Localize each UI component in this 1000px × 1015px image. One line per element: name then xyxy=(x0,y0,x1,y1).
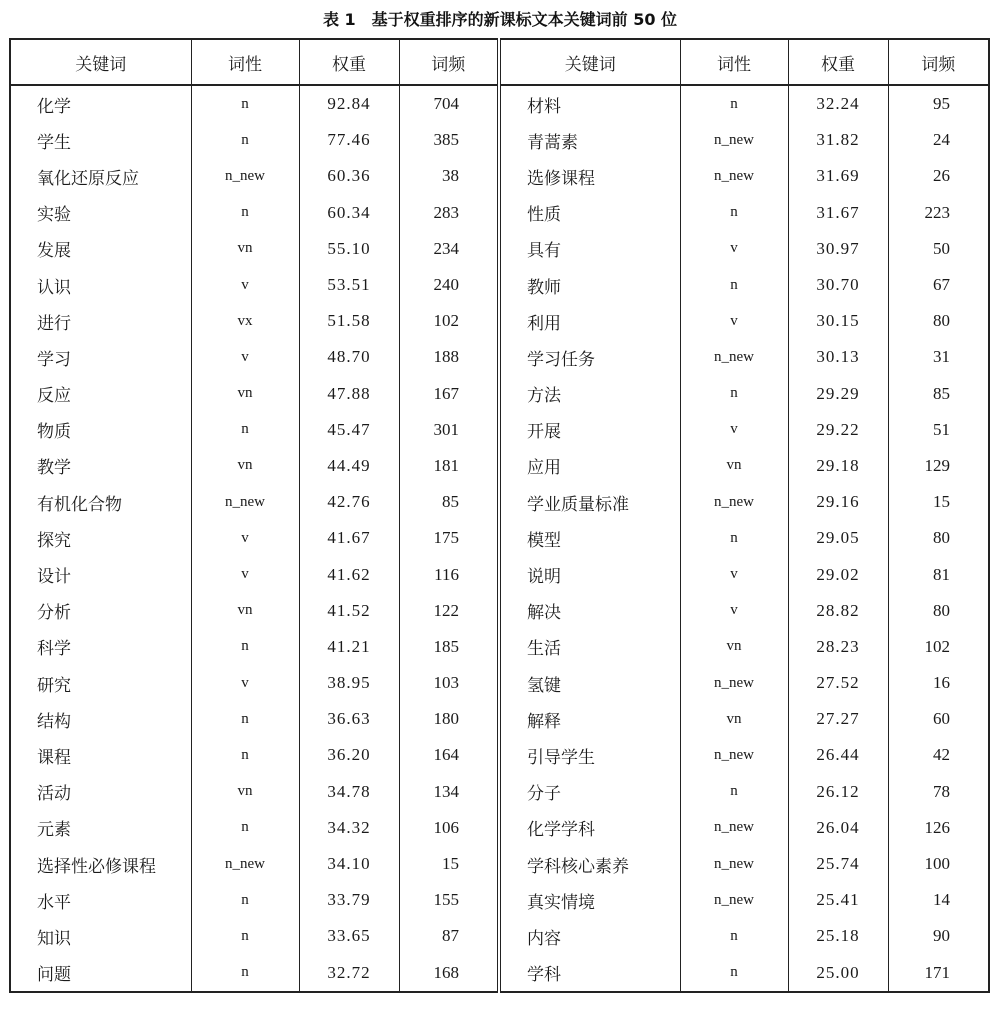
weight-cell-left: 36.20 xyxy=(299,737,399,773)
weight-cell-left: 53.51 xyxy=(299,267,399,303)
pos-cell-left: n xyxy=(191,629,299,665)
freq-cell-left: 103 xyxy=(399,665,499,701)
weight-cell-left: 34.10 xyxy=(299,846,399,882)
keyword-cell-left: 知识 xyxy=(10,918,191,954)
header-pos-right: 词性 xyxy=(680,39,788,85)
table-row xyxy=(10,846,989,882)
keyword-cell-left: 氧化还原反应 xyxy=(10,158,191,194)
freq-cell-left: 301 xyxy=(399,412,499,448)
weight-cell-left: 36.63 xyxy=(299,701,399,737)
weight-cell-left: 55.10 xyxy=(299,231,399,267)
pos-cell-left: n xyxy=(191,918,299,954)
weight-cell-left: 32.72 xyxy=(299,955,399,992)
keyword-cell-right: 具有 xyxy=(499,231,680,267)
pos-cell-right: v xyxy=(680,231,788,267)
table-row xyxy=(10,593,989,629)
pos-cell-right: n_new xyxy=(680,122,788,158)
keyword-cell-left: 设计 xyxy=(10,556,191,592)
table-row xyxy=(10,267,989,303)
header-row xyxy=(10,39,989,85)
table-row xyxy=(10,231,989,267)
pos-cell-left: vn xyxy=(191,448,299,484)
weight-cell-right: 29.18 xyxy=(788,448,888,484)
keyword-cell-left: 活动 xyxy=(10,774,191,810)
freq-cell-left: 106 xyxy=(399,810,499,846)
freq-cell-left: 385 xyxy=(399,122,499,158)
freq-cell-left: 122 xyxy=(399,593,499,629)
keyword-cell-left: 探究 xyxy=(10,520,191,556)
weight-cell-right: 30.97 xyxy=(788,231,888,267)
pos-cell-right: vn xyxy=(680,629,788,665)
header-weight-left: 权重 xyxy=(299,39,399,85)
freq-cell-right: 81 xyxy=(888,556,989,592)
weight-cell-left: 77.46 xyxy=(299,122,399,158)
freq-cell-left: 180 xyxy=(399,701,499,737)
freq-cell-left: 134 xyxy=(399,774,499,810)
keyword-cell-left: 研究 xyxy=(10,665,191,701)
freq-cell-left: 240 xyxy=(399,267,499,303)
weight-cell-right: 27.52 xyxy=(788,665,888,701)
keyword-cell-left: 课程 xyxy=(10,737,191,773)
keyword-cell-left: 选择性必修课程 xyxy=(10,846,191,882)
freq-cell-right: 42 xyxy=(888,737,989,773)
weight-cell-left: 47.88 xyxy=(299,376,399,412)
keyword-cell-left: 实验 xyxy=(10,195,191,231)
weight-cell-left: 42.76 xyxy=(299,484,399,520)
pos-cell-right: n xyxy=(680,267,788,303)
keyword-cell-right: 学科 xyxy=(499,955,680,992)
freq-cell-left: 15 xyxy=(399,846,499,882)
weight-cell-right: 25.00 xyxy=(788,955,888,992)
pos-cell-left: n_new xyxy=(191,158,299,194)
keyword-cell-left: 分析 xyxy=(10,593,191,629)
freq-cell-left: 87 xyxy=(399,918,499,954)
table-row xyxy=(10,556,989,592)
keyword-cell-right: 选修课程 xyxy=(499,158,680,194)
table-row xyxy=(10,629,989,665)
table-row xyxy=(10,810,989,846)
pos-cell-right: n_new xyxy=(680,484,788,520)
keyword-table xyxy=(9,38,990,993)
pos-cell-left: vn xyxy=(191,593,299,629)
header-freq-left: 词频 xyxy=(399,39,499,85)
pos-cell-left: v xyxy=(191,520,299,556)
freq-cell-left: 102 xyxy=(399,303,499,339)
keyword-cell-left: 认识 xyxy=(10,267,191,303)
weight-cell-right: 29.22 xyxy=(788,412,888,448)
freq-cell-right: 171 xyxy=(888,955,989,992)
freq-cell-left: 167 xyxy=(399,376,499,412)
freq-cell-right: 95 xyxy=(888,85,989,122)
pos-cell-left: vx xyxy=(191,303,299,339)
freq-cell-right: 80 xyxy=(888,593,989,629)
freq-cell-left: 164 xyxy=(399,737,499,773)
weight-cell-left: 34.78 xyxy=(299,774,399,810)
pos-cell-right: v xyxy=(680,593,788,629)
pos-cell-right: n_new xyxy=(680,882,788,918)
pos-cell-right: vn xyxy=(680,701,788,737)
weight-cell-left: 51.58 xyxy=(299,303,399,339)
keyword-cell-right: 应用 xyxy=(499,448,680,484)
freq-cell-left: 38 xyxy=(399,158,499,194)
freq-cell-right: 223 xyxy=(888,195,989,231)
weight-cell-right: 25.18 xyxy=(788,918,888,954)
keyword-cell-right: 开展 xyxy=(499,412,680,448)
pos-cell-right: n xyxy=(680,85,788,122)
table-row xyxy=(10,701,989,737)
keyword-cell-right: 教师 xyxy=(499,267,680,303)
keyword-cell-right: 生活 xyxy=(499,629,680,665)
pos-cell-left: v xyxy=(191,556,299,592)
weight-cell-right: 29.16 xyxy=(788,484,888,520)
weight-cell-left: 48.70 xyxy=(299,339,399,375)
weight-cell-left: 44.49 xyxy=(299,448,399,484)
table-row xyxy=(10,448,989,484)
pos-cell-right: n xyxy=(680,520,788,556)
freq-cell-right: 15 xyxy=(888,484,989,520)
pos-cell-left: vn xyxy=(191,231,299,267)
freq-cell-left: 155 xyxy=(399,882,499,918)
pos-cell-left: n xyxy=(191,85,299,122)
freq-cell-right: 78 xyxy=(888,774,989,810)
keyword-cell-right: 利用 xyxy=(499,303,680,339)
freq-cell-right: 85 xyxy=(888,376,989,412)
weight-cell-left: 33.65 xyxy=(299,918,399,954)
keyword-cell-right: 解决 xyxy=(499,593,680,629)
keyword-cell-right: 材料 xyxy=(499,85,680,122)
freq-cell-right: 80 xyxy=(888,520,989,556)
keyword-cell-right: 性质 xyxy=(499,195,680,231)
pos-cell-right: n xyxy=(680,955,788,992)
weight-cell-left: 34.32 xyxy=(299,810,399,846)
weight-cell-left: 41.21 xyxy=(299,629,399,665)
weight-cell-right: 29.29 xyxy=(788,376,888,412)
weight-cell-right: 30.13 xyxy=(788,339,888,375)
keyword-cell-right: 学习任务 xyxy=(499,339,680,375)
table-row xyxy=(10,737,989,773)
pos-cell-left: v xyxy=(191,339,299,375)
freq-cell-right: 24 xyxy=(888,122,989,158)
pos-cell-right: vn xyxy=(680,448,788,484)
table-row xyxy=(10,918,989,954)
freq-cell-right: 26 xyxy=(888,158,989,194)
freq-cell-left: 116 xyxy=(399,556,499,592)
keyword-cell-left: 元素 xyxy=(10,810,191,846)
keyword-cell-left: 问题 xyxy=(10,955,191,992)
table-row xyxy=(10,665,989,701)
pos-cell-left: v xyxy=(191,665,299,701)
keyword-cell-right: 解释 xyxy=(499,701,680,737)
table-row xyxy=(10,774,989,810)
pos-cell-left: n xyxy=(191,701,299,737)
weight-cell-left: 41.67 xyxy=(299,520,399,556)
weight-cell-right: 32.24 xyxy=(788,85,888,122)
table-body xyxy=(10,85,989,992)
table-row xyxy=(10,303,989,339)
freq-cell-right: 14 xyxy=(888,882,989,918)
keyword-cell-right: 方法 xyxy=(499,376,680,412)
header-keyword-right: 关键词 xyxy=(499,39,680,85)
table-row xyxy=(10,955,989,992)
pos-cell-left: n xyxy=(191,195,299,231)
table-row xyxy=(10,339,989,375)
table-row xyxy=(10,85,989,122)
weight-cell-right: 31.67 xyxy=(788,195,888,231)
pos-cell-left: v xyxy=(191,267,299,303)
pos-cell-left: n xyxy=(191,955,299,992)
keyword-cell-left: 有机化合物 xyxy=(10,484,191,520)
pos-cell-right: n xyxy=(680,376,788,412)
freq-cell-left: 283 xyxy=(399,195,499,231)
pos-cell-left: n xyxy=(191,810,299,846)
weight-cell-right: 27.27 xyxy=(788,701,888,737)
pos-cell-right: n_new xyxy=(680,810,788,846)
freq-cell-right: 126 xyxy=(888,810,989,846)
keyword-cell-left: 反应 xyxy=(10,376,191,412)
pos-cell-right: n xyxy=(680,774,788,810)
keyword-cell-right: 说明 xyxy=(499,556,680,592)
pos-cell-left: n xyxy=(191,122,299,158)
freq-cell-right: 67 xyxy=(888,267,989,303)
keyword-cell-right: 学业质量标准 xyxy=(499,484,680,520)
weight-cell-left: 45.47 xyxy=(299,412,399,448)
pos-cell-right: n_new xyxy=(680,665,788,701)
pos-cell-right: n_new xyxy=(680,158,788,194)
pos-cell-right: n xyxy=(680,918,788,954)
pos-cell-left: vn xyxy=(191,376,299,412)
pos-cell-right: n xyxy=(680,195,788,231)
weight-cell-right: 26.44 xyxy=(788,737,888,773)
pos-cell-left: n_new xyxy=(191,846,299,882)
freq-cell-right: 100 xyxy=(888,846,989,882)
weight-cell-left: 60.34 xyxy=(299,195,399,231)
pos-cell-left: n_new xyxy=(191,484,299,520)
weight-cell-right: 28.23 xyxy=(788,629,888,665)
weight-cell-right: 26.12 xyxy=(788,774,888,810)
freq-cell-left: 175 xyxy=(399,520,499,556)
pos-cell-right: n_new xyxy=(680,339,788,375)
keyword-cell-left: 学生 xyxy=(10,122,191,158)
table-row xyxy=(10,376,989,412)
freq-cell-left: 234 xyxy=(399,231,499,267)
weight-cell-left: 60.36 xyxy=(299,158,399,194)
weight-cell-left: 33.79 xyxy=(299,882,399,918)
freq-cell-right: 80 xyxy=(888,303,989,339)
table-row xyxy=(10,122,989,158)
pos-cell-left: vn xyxy=(191,774,299,810)
freq-cell-right: 51 xyxy=(888,412,989,448)
weight-cell-right: 28.82 xyxy=(788,593,888,629)
freq-cell-left: 188 xyxy=(399,339,499,375)
freq-cell-right: 129 xyxy=(888,448,989,484)
keyword-cell-left: 水平 xyxy=(10,882,191,918)
keyword-cell-right: 引导学生 xyxy=(499,737,680,773)
weight-cell-right: 25.41 xyxy=(788,882,888,918)
weight-cell-right: 25.74 xyxy=(788,846,888,882)
freq-cell-left: 85 xyxy=(399,484,499,520)
keyword-cell-right: 分子 xyxy=(499,774,680,810)
pos-cell-left: n xyxy=(191,882,299,918)
keyword-cell-left: 发展 xyxy=(10,231,191,267)
pos-cell-left: n xyxy=(191,737,299,773)
freq-cell-left: 185 xyxy=(399,629,499,665)
weight-cell-right: 29.02 xyxy=(788,556,888,592)
keyword-cell-right: 模型 xyxy=(499,520,680,556)
freq-cell-right: 60 xyxy=(888,701,989,737)
keyword-cell-left: 物质 xyxy=(10,412,191,448)
weight-cell-right: 30.70 xyxy=(788,267,888,303)
table-row xyxy=(10,195,989,231)
keyword-cell-right: 学科核心素养 xyxy=(499,846,680,882)
table-row xyxy=(10,484,989,520)
header-freq-right: 词频 xyxy=(888,39,989,85)
keyword-cell-right: 化学学科 xyxy=(499,810,680,846)
table-caption: 表 1 基于权重排序的新课标文本关键词前 50 位 xyxy=(322,10,678,29)
pos-cell-right: v xyxy=(680,556,788,592)
freq-cell-right: 31 xyxy=(888,339,989,375)
table-row xyxy=(10,520,989,556)
pos-cell-right: v xyxy=(680,412,788,448)
keyword-cell-left: 化学 xyxy=(10,85,191,122)
weight-cell-right: 29.05 xyxy=(788,520,888,556)
header-weight-right: 权重 xyxy=(788,39,888,85)
keyword-cell-right: 青蒿素 xyxy=(499,122,680,158)
keyword-cell-right: 真实情境 xyxy=(499,882,680,918)
keyword-cell-right: 内容 xyxy=(499,918,680,954)
freq-cell-right: 16 xyxy=(888,665,989,701)
pos-cell-right: v xyxy=(680,303,788,339)
weight-cell-left: 38.95 xyxy=(299,665,399,701)
weight-cell-left: 41.52 xyxy=(299,593,399,629)
keyword-cell-left: 教学 xyxy=(10,448,191,484)
weight-cell-left: 41.62 xyxy=(299,556,399,592)
freq-cell-right: 50 xyxy=(888,231,989,267)
weight-cell-right: 30.15 xyxy=(788,303,888,339)
keyword-cell-left: 结构 xyxy=(10,701,191,737)
freq-cell-left: 181 xyxy=(399,448,499,484)
weight-cell-right: 31.69 xyxy=(788,158,888,194)
table-row xyxy=(10,158,989,194)
keyword-cell-left: 进行 xyxy=(10,303,191,339)
weight-cell-left: 92.84 xyxy=(299,85,399,122)
pos-cell-right: n_new xyxy=(680,846,788,882)
pos-cell-left: n xyxy=(191,412,299,448)
keyword-cell-left: 学习 xyxy=(10,339,191,375)
table-row xyxy=(10,412,989,448)
table-row xyxy=(10,882,989,918)
keyword-cell-left: 科学 xyxy=(10,629,191,665)
weight-cell-right: 26.04 xyxy=(788,810,888,846)
freq-cell-left: 168 xyxy=(399,955,499,992)
header-pos-left: 词性 xyxy=(191,39,299,85)
weight-cell-right: 31.82 xyxy=(788,122,888,158)
pos-cell-right: n_new xyxy=(680,737,788,773)
freq-cell-right: 102 xyxy=(888,629,989,665)
freq-cell-left: 704 xyxy=(399,85,499,122)
freq-cell-right: 90 xyxy=(888,918,989,954)
header-keyword-left: 关键词 xyxy=(10,39,191,85)
keyword-cell-right: 氢键 xyxy=(499,665,680,701)
